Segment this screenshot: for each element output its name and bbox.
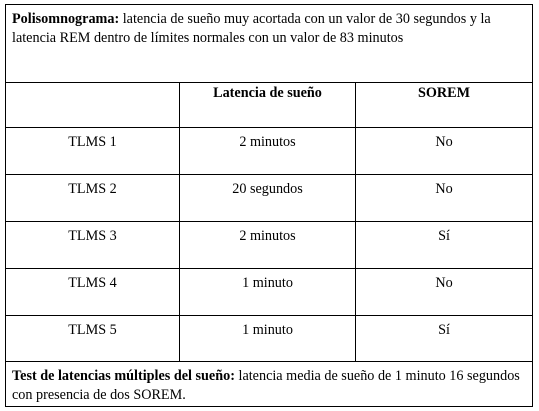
row-label: TLMS 4 (6, 269, 180, 316)
latency-value: 2 minutos (180, 222, 356, 269)
row-label: TLMS 3 (6, 222, 180, 269)
sorem-value: Sí (356, 222, 533, 269)
footer-cell (6, 362, 533, 407)
results-table (5, 4, 533, 407)
table-row (6, 175, 533, 222)
footer-row (6, 362, 533, 407)
header-cell-sorem: SOREM (356, 83, 533, 128)
footer-text: latencia media de sueño de 1 minuto 16 segundos con presencia de dos SOREM. (12, 368, 520, 403)
table-row (6, 128, 533, 175)
header-cell-empty (6, 83, 180, 128)
row-label: TLMS 1 (6, 128, 180, 175)
intro-row (6, 5, 533, 83)
latency-value: 1 minuto (180, 316, 356, 362)
sorem-value: No (356, 175, 533, 222)
latency-value: 1 minuto (180, 269, 356, 316)
row-label: TLMS 5 (6, 316, 180, 362)
table-row (6, 222, 533, 269)
sorem-value: No (356, 128, 533, 175)
table-row (6, 316, 533, 362)
header-row (6, 83, 533, 128)
latency-value: 20 segundos (180, 175, 356, 222)
sorem-value: Sí (356, 316, 533, 362)
intro-cell (6, 5, 533, 83)
latency-value: 2 minutos (180, 128, 356, 175)
footer-label: Test de latencias múltiples del sueño: (12, 368, 235, 384)
row-label: TLMS 2 (6, 175, 180, 222)
sorem-value: No (356, 269, 533, 316)
header-cell-latency: Latencia de sueño (180, 83, 356, 128)
intro-label: Polisomnograma: (12, 11, 120, 27)
intro-text: latencia de sueño muy acortada con un valor de 30 segundos y la latencia REM dentro de límites normales con un valor de 83 minutos (12, 11, 491, 46)
table-row (6, 269, 533, 316)
